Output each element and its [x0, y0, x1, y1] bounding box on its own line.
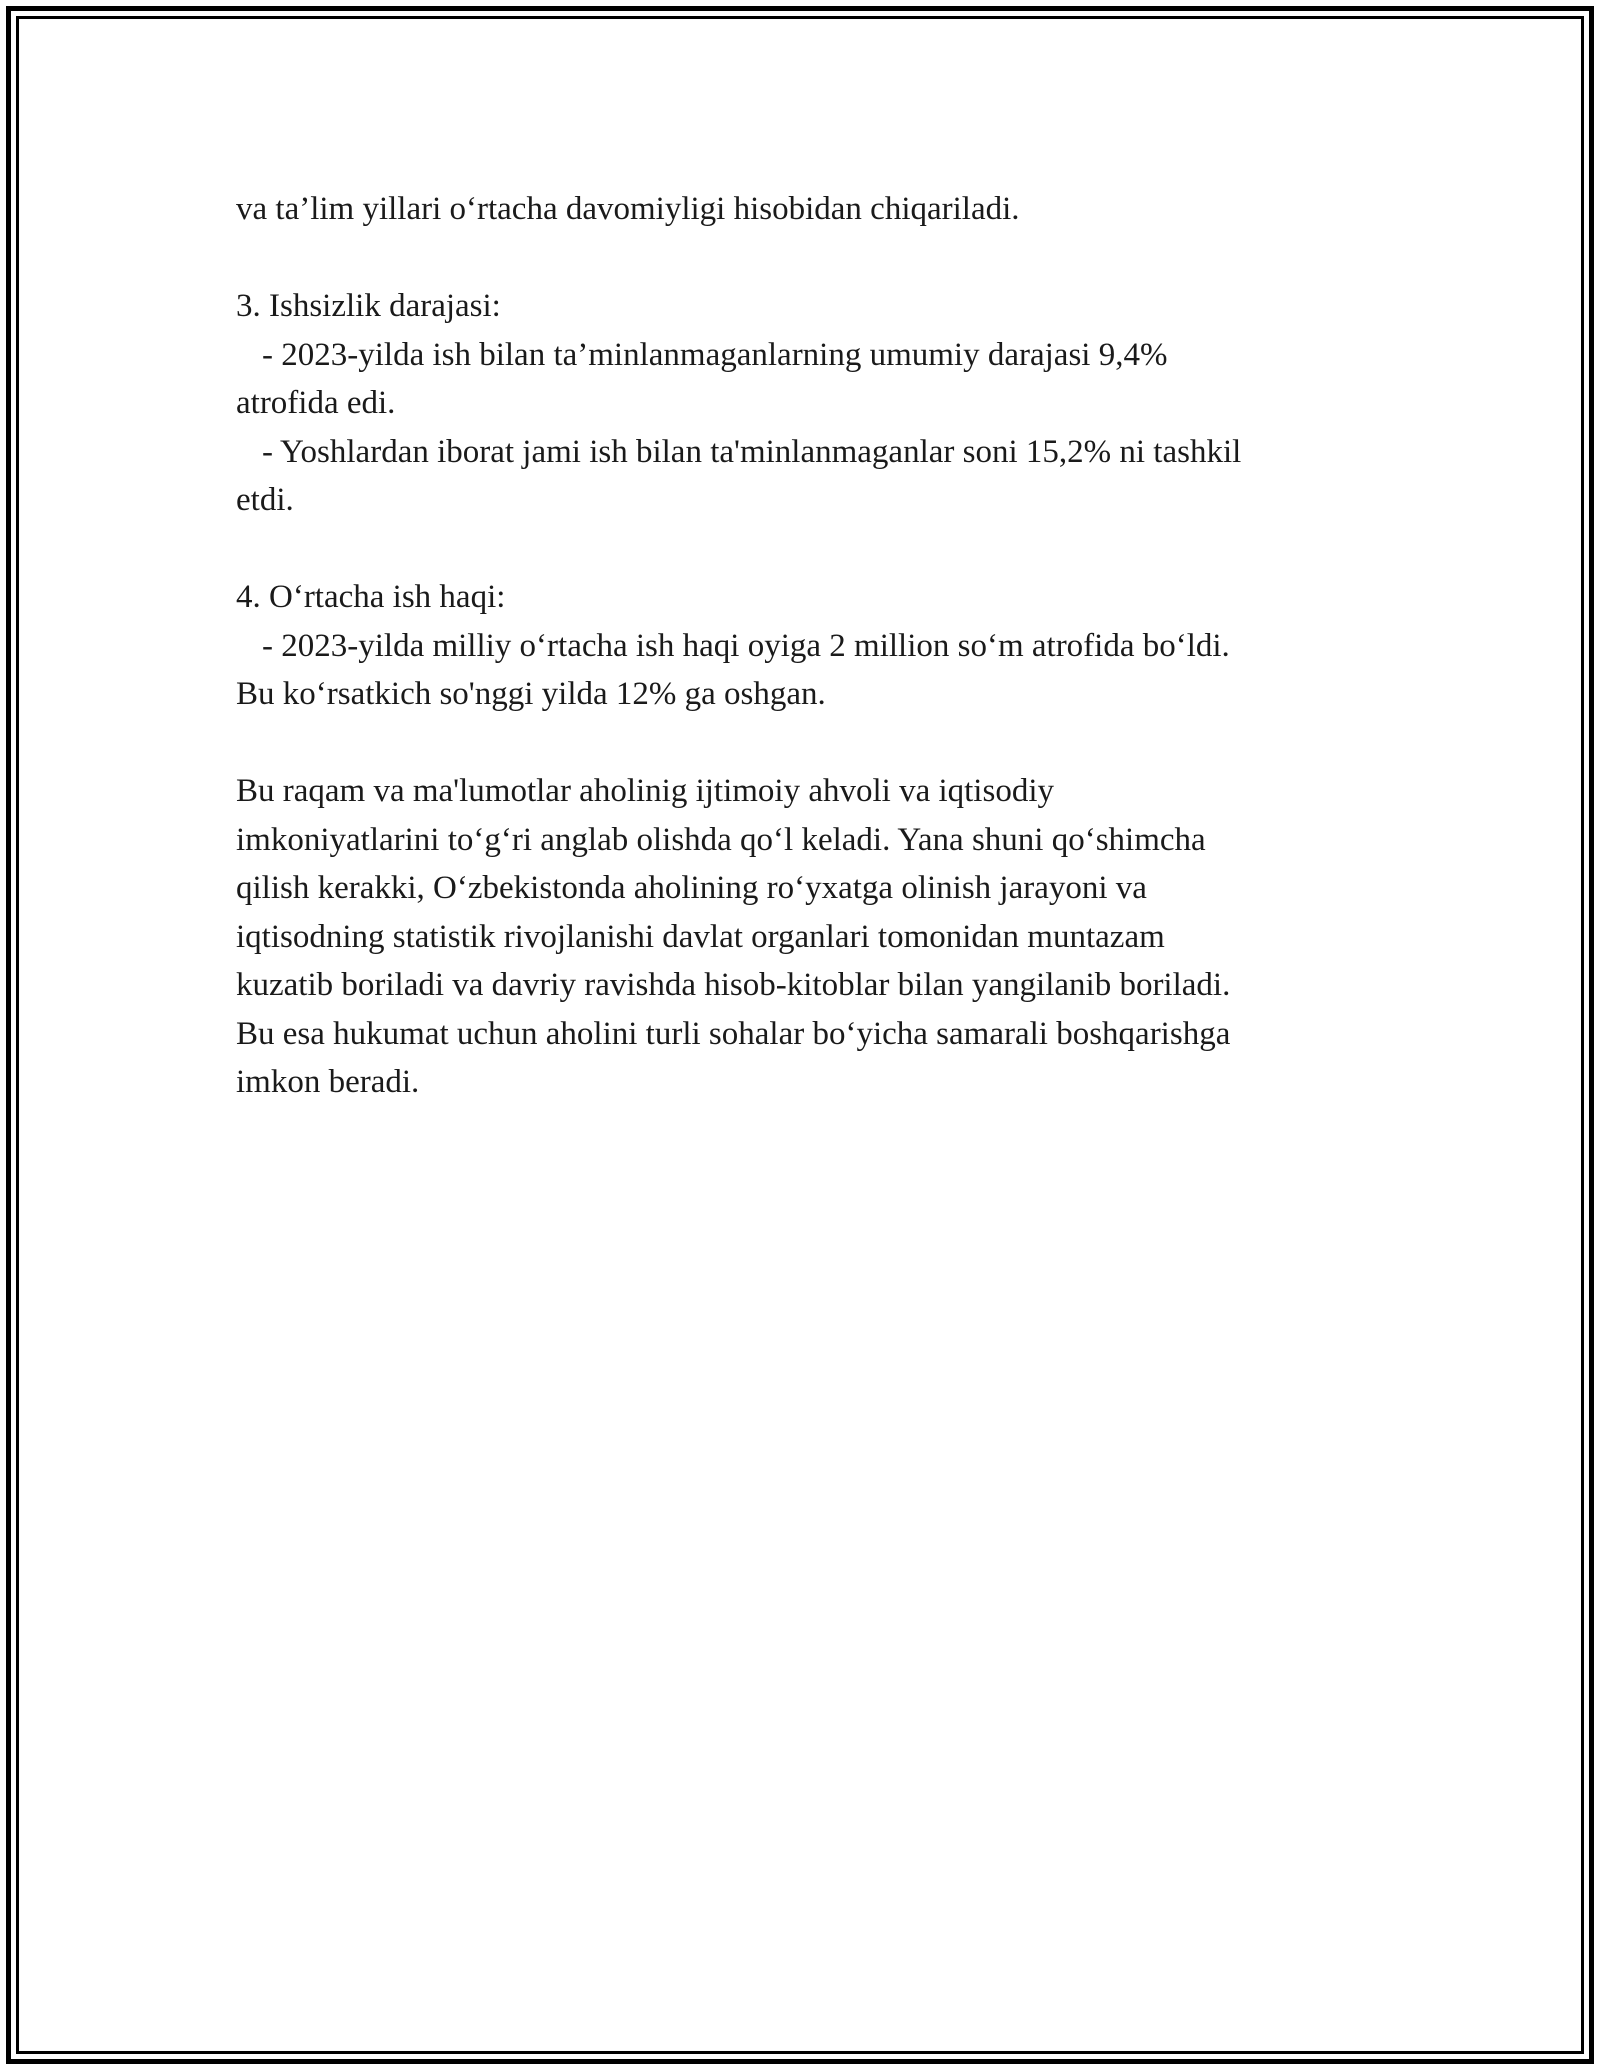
bullet-youth-unemployment: - Yoshlardan iborat jami ish bilan ta'minlanmaganlar soni 15,2% ni tashkil — [262, 433, 1242, 470]
continuation-line: va ta’lim yillari o‘rtacha davomiyligi hisobidan chiqariladi. — [236, 191, 1020, 227]
conclusion-line: imkon beradi. — [236, 1064, 420, 1100]
conclusion-line: qilish kerakki, O‘zbekistonda aholining ro‘yxatga olinish jarayoni va — [236, 870, 1147, 906]
document-body — [236, 185, 1386, 1107]
bullet-average-wage-cont: Bu ko‘rsatkich so'nggi yilda 12% ga oshgan. — [236, 676, 826, 712]
bullet-unemployment-rate-cont: atrofida edi. — [236, 385, 396, 421]
conclusion-line: imkoniyatlarini to‘g‘ri anglab olishda qo‘l keladi. Yana shuni qo‘shimcha — [236, 821, 1206, 858]
section-heading-average-wage: 4. O‘rtacha ish haqi: — [236, 579, 506, 615]
conclusion-line: Bu raqam va ma'lumotlar aholinig ijtimoiy ahvoli va iqtisodiy — [236, 773, 1054, 809]
conclusion-line: iqtisodning statistik rivojlanishi davlat organlari tomonidan muntazam — [236, 918, 1165, 955]
bullet-unemployment-rate: - 2023-yilda ish bilan ta’minlanmaganlarning umumiy darajasi 9,4% — [262, 336, 1168, 373]
bullet-average-wage: - 2023-yilda milliy o‘rtacha ish haqi oyiga 2 million so‘m atrofida bo‘ldi. — [262, 627, 1230, 664]
conclusion-line: Bu esa hukumat uchun aholini turli sohalar bo‘yicha samarali boshqarishga — [236, 1015, 1231, 1052]
paragraph-gap — [236, 719, 1386, 768]
bullet-youth-unemployment-cont: etdi. — [236, 482, 294, 518]
conclusion-line: kuzatib boriladi va davriy ravishda hisob-kitoblar bilan yangilanib boriladi. — [236, 967, 1231, 1003]
paragraph-gap — [236, 525, 1386, 574]
section-heading-unemployment: 3. Ishsizlik darajasi: — [236, 288, 501, 324]
paragraph-gap — [236, 234, 1386, 283]
